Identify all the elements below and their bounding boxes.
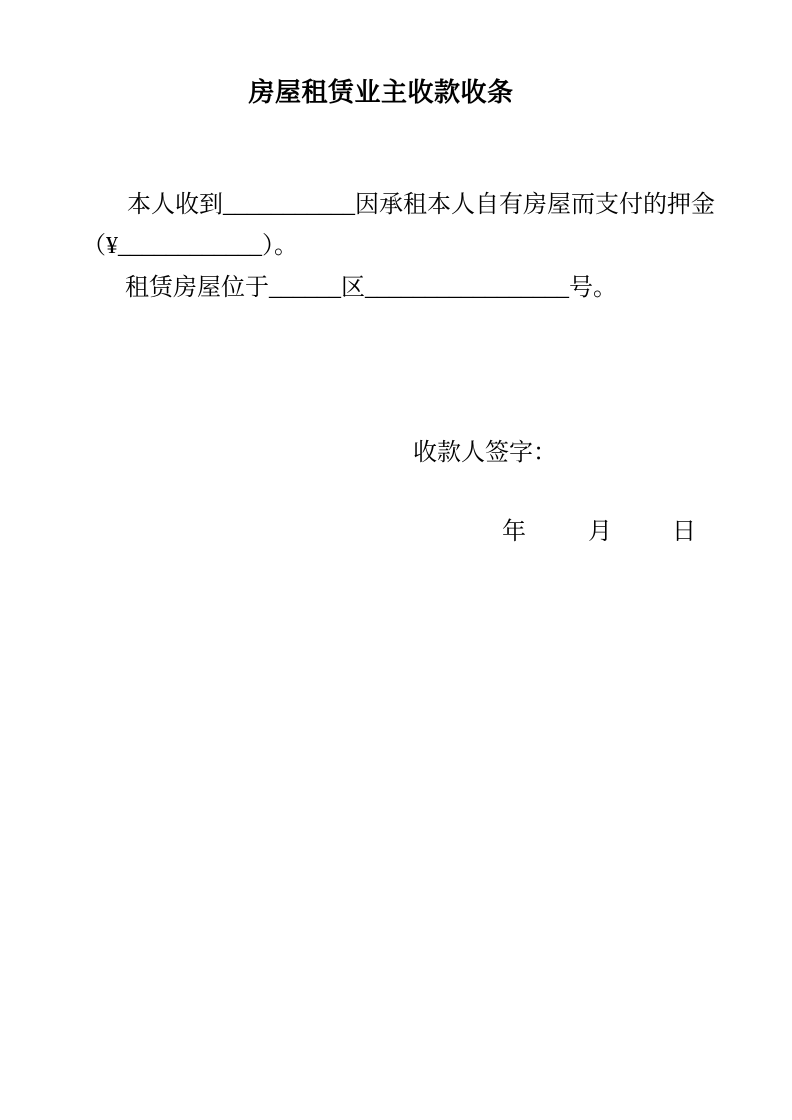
receipt-line-address: 租赁房屋位于______区_________________号。 bbox=[125, 275, 617, 301]
receipt-line-amount: （¥____________）。 bbox=[82, 233, 298, 259]
payee-signature-label: 收款人签字： bbox=[413, 440, 557, 466]
year-label: 年 bbox=[502, 519, 526, 545]
date-line bbox=[502, 511, 696, 546]
receipt-line-deposit: 本人收到___________因承租本人自有房屋而支付的押金 bbox=[127, 192, 715, 218]
day-label: 日 bbox=[672, 519, 696, 545]
document-title: 房屋租赁业主收款收条 bbox=[248, 78, 514, 107]
month-label: 月 bbox=[588, 519, 612, 545]
